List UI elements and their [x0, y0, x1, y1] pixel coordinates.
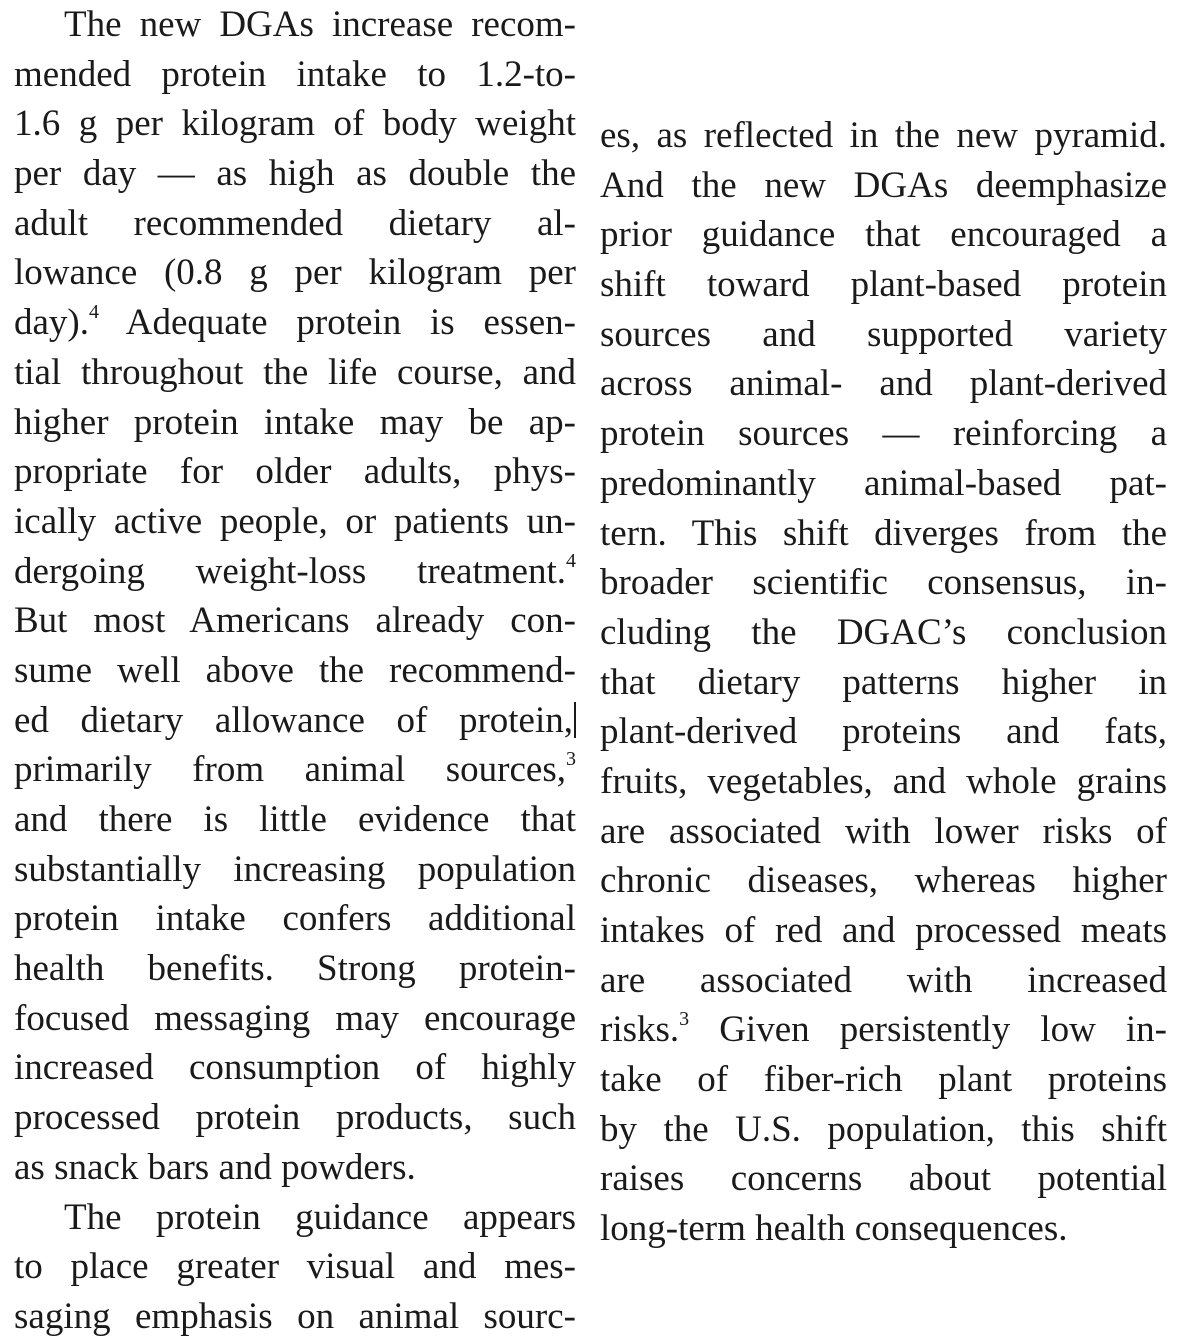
text-line — [600, 558, 1167, 608]
citation-superscript: 4 — [566, 549, 576, 572]
line-text: ically active people, or patients un- — [14, 500, 576, 542]
line-text: sources and supported variety — [600, 313, 1167, 355]
text-line — [14, 745, 576, 795]
text-cursor — [574, 702, 576, 738]
text-line — [14, 696, 576, 746]
text-line — [14, 348, 576, 398]
line-text: protein sources — reinforcing a — [600, 413, 1167, 455]
line-text-continued: Given persistently low in- — [689, 1009, 1167, 1051]
line-text: tial throughout the life course, and — [14, 351, 576, 393]
text-line — [600, 658, 1167, 708]
line-text: shift toward plant-based protein — [600, 264, 1167, 306]
line-text: substantially increasing population — [14, 848, 576, 890]
line-text: The new DGAs increase recom- — [64, 4, 576, 45]
line-text: that dietary patterns higher in — [600, 661, 1167, 703]
text-line — [14, 596, 576, 646]
text-line — [14, 547, 576, 597]
text-line — [14, 944, 576, 994]
text-line — [14, 298, 576, 348]
line-text: cluding the DGAC’s conclusion — [600, 611, 1167, 653]
line-text: saging emphasis on animal sourc- — [14, 1295, 576, 1337]
text-line — [14, 0, 576, 50]
text-line — [600, 509, 1167, 559]
text-line — [600, 906, 1167, 956]
text-line — [600, 210, 1167, 260]
line-text: are associated with lower risks of — [600, 810, 1167, 852]
text-line — [600, 608, 1167, 658]
line-text: plant-derived proteins and fats, — [600, 711, 1167, 753]
text-line — [600, 409, 1167, 459]
line-text: higher protein intake may be ap- — [14, 401, 576, 443]
text-line — [600, 807, 1167, 857]
text-line — [14, 497, 576, 547]
line-text: lowance (0.8 g per kilogram per — [14, 252, 576, 294]
line-text: take of fiber-rich plant proteins — [600, 1059, 1167, 1101]
text-line — [600, 359, 1167, 409]
text-line — [600, 1154, 1167, 1204]
line-text: prior guidance that encouraged a — [600, 214, 1167, 256]
text-line — [14, 1242, 576, 1292]
text-line — [14, 1043, 576, 1093]
text-line — [14, 646, 576, 696]
line-text: long-term health consequences. — [600, 1208, 1068, 1250]
line-text: propriate for older adults, phys- — [14, 451, 576, 493]
text-line — [600, 1105, 1167, 1155]
text-line — [600, 310, 1167, 360]
line-text: across animal- and plant-derived — [600, 363, 1167, 405]
line-text: day). — [14, 302, 89, 344]
line-text: predominantly animal-based pat- — [600, 462, 1167, 504]
citation-superscript: 3 — [566, 748, 576, 771]
text-line — [14, 1292, 576, 1342]
text-line — [14, 99, 576, 149]
citation-superscript: 3 — [679, 1008, 690, 1031]
text-line — [600, 956, 1167, 1006]
text-line — [14, 398, 576, 448]
line-text: increased consumption of highly — [14, 1047, 576, 1089]
text-line — [14, 199, 576, 249]
text-line — [600, 260, 1167, 310]
left-text-column — [14, 0, 576, 1342]
citation-superscript: 4 — [89, 301, 99, 324]
text-line — [14, 845, 576, 895]
line-text: The protein guidance appears — [64, 1196, 576, 1238]
line-text: adult recommended dietary al- — [14, 202, 576, 244]
line-text: chronic diseases, whereas higher — [600, 860, 1167, 902]
text-line — [14, 149, 576, 199]
line-text: sume well above the recommend- — [14, 649, 576, 691]
line-text: intakes of red and processed meats — [600, 910, 1167, 951]
line-text: as snack bars and powders. — [14, 1146, 416, 1188]
text-line — [14, 1143, 576, 1193]
line-text: are associated with increased — [600, 959, 1167, 1001]
text-line — [600, 111, 1167, 161]
line-text: es, as reflected in the new pyramid. — [600, 115, 1167, 156]
text-line — [14, 994, 576, 1044]
text-line — [14, 447, 576, 497]
text-line — [600, 1204, 1167, 1254]
text-line — [600, 1055, 1167, 1105]
line-text: raises concerns about potential — [600, 1158, 1167, 1200]
line-text-continued: Adequate protein is essen- — [99, 302, 576, 344]
text-line — [600, 757, 1167, 807]
line-text: dergoing weight-loss treatment. — [14, 550, 566, 592]
line-text: 1.6 g per kilogram of body weight — [14, 103, 576, 145]
line-text: processed protein products, such — [14, 1097, 576, 1139]
line-text: protein intake confers additional — [14, 898, 576, 940]
line-text: and there is little evidence that — [14, 799, 576, 840]
line-text: focused messaging may encourage — [14, 997, 576, 1039]
line-text: by the U.S. population, this shift — [600, 1108, 1167, 1150]
line-text: mended protein intake to 1.2-to- — [14, 53, 576, 95]
text-line — [14, 795, 576, 845]
text-line — [14, 50, 576, 100]
line-text: tern. This shift diverges from the — [600, 512, 1167, 554]
text-line — [600, 459, 1167, 509]
line-text: per day — as high as double the — [14, 153, 576, 195]
text-line — [600, 707, 1167, 757]
text-line — [14, 894, 576, 944]
line-text: ed dietary allowance of protein, — [14, 699, 573, 741]
text-line — [14, 1093, 576, 1143]
line-text: And the new DGAs deemphasize — [600, 164, 1167, 206]
line-text: But most Americans already con- — [14, 600, 576, 642]
line-text: fruits, vegetables, and whole grains — [600, 760, 1167, 802]
right-text-column — [600, 111, 1167, 1254]
line-text: health benefits. Strong protein- — [14, 948, 576, 990]
line-text: primarily from animal sources, — [14, 749, 566, 791]
line-text: broader scientific consensus, in- — [600, 562, 1167, 604]
text-line — [600, 161, 1167, 211]
text-line — [14, 248, 576, 298]
text-line — [600, 1005, 1167, 1055]
line-text: to place greater visual and mes- — [14, 1246, 576, 1288]
line-text: risks. — [600, 1009, 680, 1051]
text-line — [14, 1193, 576, 1243]
text-line — [600, 856, 1167, 906]
